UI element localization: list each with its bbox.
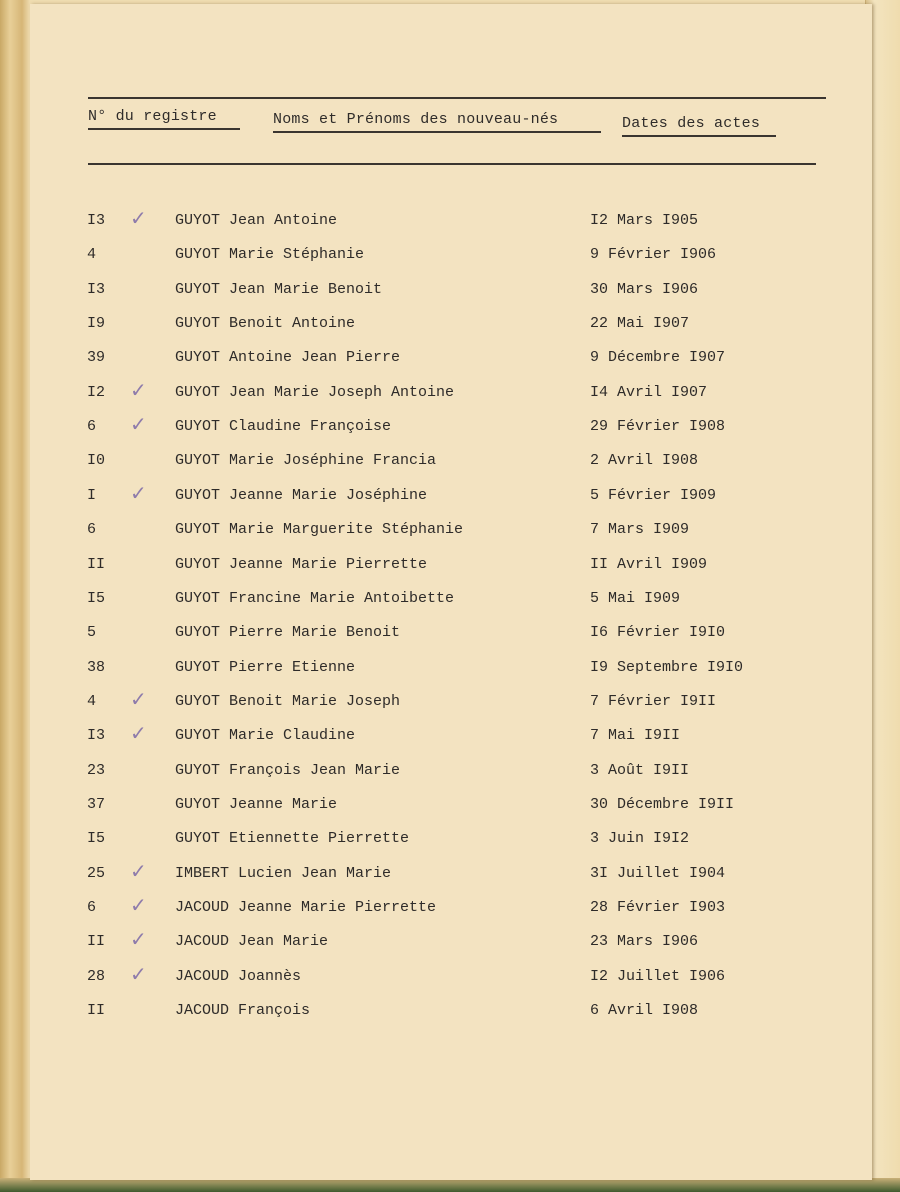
entry-date: 3I Juillet I904 [590, 865, 726, 882]
entry-number: I3 [87, 281, 106, 298]
entry-date: 9 Février I906 [590, 246, 717, 263]
register-row [30, 893, 872, 921]
entry-name: GUYOT Jean Marie Joseph Antoine [175, 384, 455, 401]
entry-name: JACOUD Joannès [175, 968, 302, 985]
entry-number: II [87, 556, 106, 573]
entry-number: 37 [87, 796, 106, 813]
register-row [30, 481, 872, 509]
register-row [30, 762, 872, 784]
register-row [30, 721, 872, 749]
entry-name: GUYOT Jeanne Marie [175, 796, 338, 813]
entry-date: 3 Août I9II [590, 762, 690, 779]
underline-registre [88, 128, 240, 130]
header-dates: Dates des actes [622, 115, 761, 132]
entry-name: GUYOT Francine Marie Antoibette [175, 590, 455, 607]
register-row [30, 962, 872, 990]
entry-date: I2 Juillet I906 [590, 968, 726, 985]
entry-number: 25 [87, 865, 106, 882]
entry-date: 3 Juin I9I2 [590, 830, 690, 847]
register-row [30, 315, 872, 337]
register-row [30, 687, 872, 715]
pencil-check-mark: ✓ [130, 481, 147, 505]
entry-number: I9 [87, 315, 106, 332]
register-row [30, 927, 872, 955]
register-row [30, 281, 872, 303]
entry-date: 30 Décembre I9II [590, 796, 735, 813]
entry-number: I5 [87, 830, 106, 847]
register-row [30, 412, 872, 440]
entry-date: 28 Février I903 [590, 899, 726, 916]
entry-name: GUYOT Pierre Marie Benoit [175, 624, 401, 641]
register-row [30, 590, 872, 612]
entry-number: 39 [87, 349, 106, 366]
register-row [30, 556, 872, 578]
pencil-check-mark: ✓ [130, 687, 147, 711]
pencil-check-mark: ✓ [130, 206, 147, 230]
entry-number: I2 [87, 384, 106, 401]
entry-date: I2 Mars I905 [590, 212, 699, 229]
entry-name: GUYOT Marie Stéphanie [175, 246, 365, 263]
pencil-check-mark: ✓ [130, 962, 147, 986]
entry-name: JACOUD François [175, 1002, 311, 1019]
bottom-header-rule [88, 163, 816, 165]
entry-name: IMBERT Lucien Jean Marie [175, 865, 392, 882]
entry-name: GUYOT Etiennette Pierrette [175, 830, 410, 847]
entry-number: I3 [87, 212, 106, 229]
entry-date: I6 Février I9I0 [590, 624, 726, 641]
entry-date: 2 Avril I908 [590, 452, 699, 469]
entry-date: 6 Avril I908 [590, 1002, 699, 1019]
entry-name: GUYOT Claudine Françoise [175, 418, 392, 435]
entry-date: 29 Février I908 [590, 418, 726, 435]
header-registre: N° du registre [88, 108, 217, 125]
entry-date: I4 Avril I907 [590, 384, 708, 401]
register-row [30, 659, 872, 681]
register-row [30, 349, 872, 371]
entry-name: GUYOT Jean Marie Benoit [175, 281, 383, 298]
entry-name: GUYOT Marie Joséphine Francia [175, 452, 437, 469]
entry-number: I5 [87, 590, 106, 607]
entry-date: 7 Mai I9II [590, 727, 681, 744]
entry-number: I0 [87, 452, 106, 469]
entry-name: GUYOT Jean Antoine [175, 212, 338, 229]
entry-name: JACOUD Jean Marie [175, 933, 329, 950]
register-row [30, 452, 872, 474]
entry-number: 6 [87, 418, 97, 435]
entry-date: 5 Mai I909 [590, 590, 681, 607]
entry-number: 28 [87, 968, 106, 985]
entry-name: GUYOT François Jean Marie [175, 762, 401, 779]
underline-noms [273, 131, 601, 133]
entry-date: I9 Septembre I9I0 [590, 659, 744, 676]
pencil-check-mark: ✓ [130, 721, 147, 745]
entry-number: 6 [87, 899, 97, 916]
register-row [30, 1002, 872, 1024]
entry-date: 9 Décembre I907 [590, 349, 726, 366]
entry-number: I3 [87, 727, 106, 744]
entry-name: GUYOT Marie Claudine [175, 727, 356, 744]
register-row [30, 378, 872, 406]
entry-name: GUYOT Benoit Antoine [175, 315, 356, 332]
entry-number: 4 [87, 693, 97, 710]
top-rule [88, 97, 826, 99]
entry-name: JACOUD Jeanne Marie Pierrette [175, 899, 437, 916]
entry-name: GUYOT Jeanne Marie Pierrette [175, 556, 428, 573]
pencil-check-mark: ✓ [130, 893, 147, 917]
entry-date: 7 Février I9II [590, 693, 717, 710]
header-noms: Noms et Prénoms des nouveau-nés [273, 111, 559, 128]
entry-number: II [87, 1002, 106, 1019]
pencil-check-mark: ✓ [130, 412, 147, 436]
register-row [30, 830, 872, 852]
entry-number: 4 [87, 246, 97, 263]
entry-name: GUYOT Pierre Etienne [175, 659, 356, 676]
entry-number: I [87, 487, 97, 504]
entry-date: 30 Mars I906 [590, 281, 699, 298]
pencil-check-mark: ✓ [130, 927, 147, 951]
register-row [30, 624, 872, 646]
entry-number: II [87, 933, 106, 950]
entry-name: GUYOT Benoit Marie Joseph [175, 693, 401, 710]
register-row [30, 521, 872, 543]
entry-name: GUYOT Antoine Jean Pierre [175, 349, 401, 366]
register-row [30, 796, 872, 818]
register-row [30, 246, 872, 268]
entry-number: 5 [87, 624, 97, 641]
register-row [30, 206, 872, 234]
pencil-check-mark: ✓ [130, 859, 147, 883]
entry-number: 6 [87, 521, 97, 538]
underline-dates [622, 135, 776, 137]
entry-name: GUYOT Jeanne Marie Joséphine [175, 487, 428, 504]
register-row [30, 859, 872, 887]
pencil-check-mark: ✓ [130, 378, 147, 402]
entry-date: II Avril I909 [590, 556, 708, 573]
entry-date: 22 Mai I907 [590, 315, 690, 332]
entry-number: 23 [87, 762, 106, 779]
bottom-edge [0, 1178, 900, 1192]
entry-date: 23 Mars I906 [590, 933, 699, 950]
entry-date: 7 Mars I909 [590, 521, 690, 538]
entry-date: 5 Février I909 [590, 487, 717, 504]
entry-number: 38 [87, 659, 106, 676]
register-page [30, 4, 872, 1180]
entry-name: GUYOT Marie Marguerite Stéphanie [175, 521, 464, 538]
